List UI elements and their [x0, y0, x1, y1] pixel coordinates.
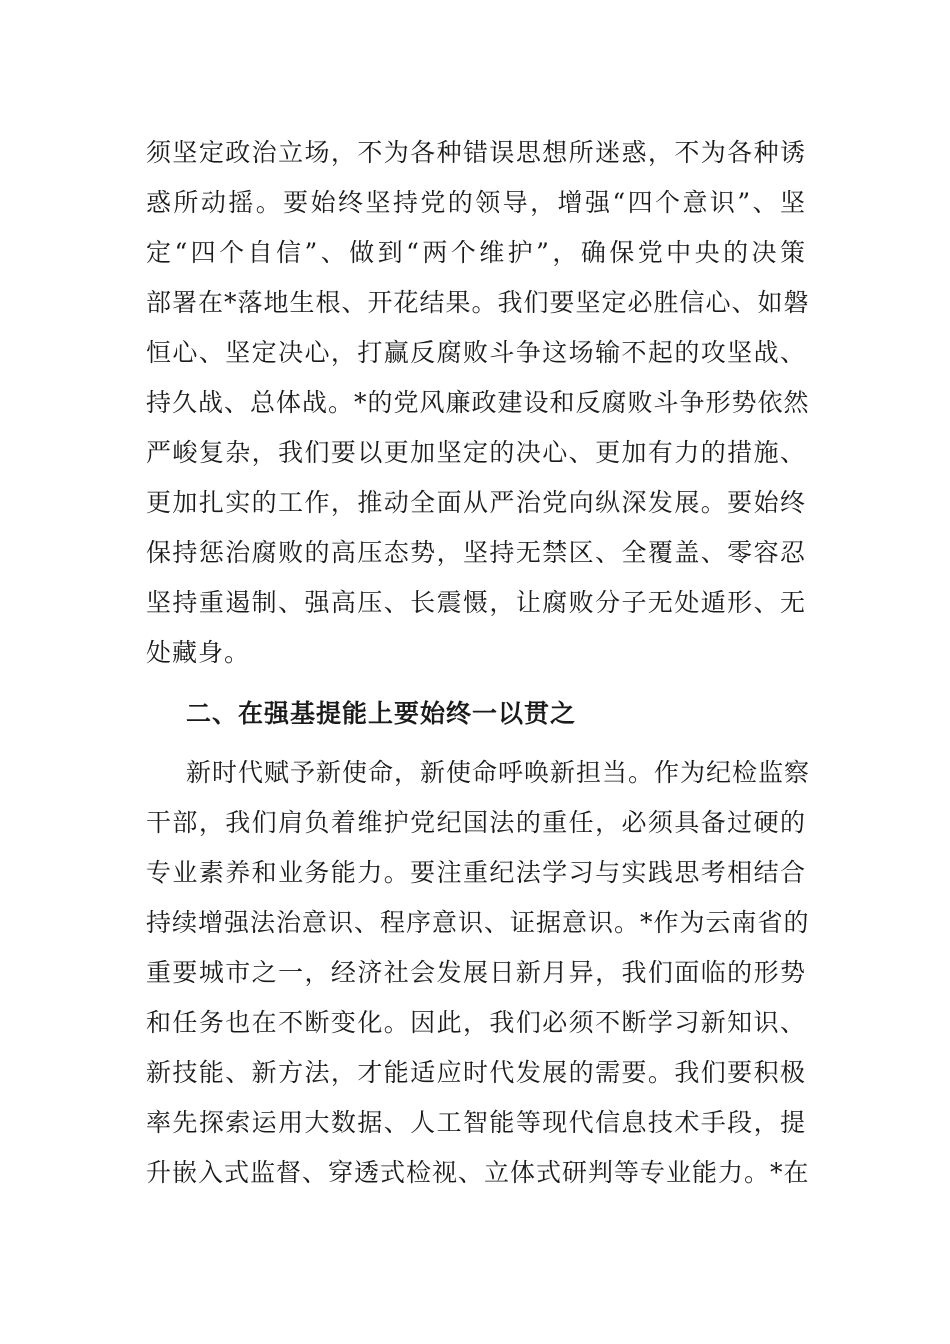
section-heading-2: 二、在强基提能上要始终一以贯之 — [186, 699, 577, 728]
paragraph-2-line-8: 率先探索运用大数据、人工智能等现代信息技术手段，提 — [146, 1108, 806, 1137]
paragraph-2-line-3: 专业素养和业务能力。要注重纪法学习与实践思考相结合 — [146, 858, 806, 887]
paragraph-2-line-7: 新技能、新方法，才能适应时代发展的需要。我们要积极 — [146, 1058, 806, 1087]
paragraph-2 — [146, 748, 811, 1198]
paragraph-1-line-1: 须坚定政治立场，不为各种错误思想所迷惑，不为各种诱 — [146, 138, 806, 167]
paragraph-1-line-2: 惑所动摇。要始终坚持党的领导，增强“四个意识”、坚 — [146, 188, 806, 217]
paragraph-1-line-8: 更加扎实的工作，推动全面从严治党向纵深发展。要始终 — [146, 488, 806, 517]
paragraph-1-line-10: 坚持重遏制、强高压、长震慑，让腐败分子无处遁形、无 — [146, 588, 806, 617]
paragraph-1-line-9: 保持惩治腐败的高压态势，坚持无禁区、全覆盖、零容忍 — [146, 538, 806, 567]
paragraph-1-line-11: 处藏身。 — [146, 638, 251, 667]
paragraph-2-line-6: 和任务也在不断变化。因此，我们必须不断学习新知识、 — [146, 1008, 806, 1037]
paragraph-2-line-1: 新时代赋予新使命，新使命呼唤新担当。作为纪检监察 — [186, 758, 811, 787]
paragraph-1 — [146, 128, 810, 678]
paragraph-1-line-4: 部署在*落地生根、开花结果。我们要坚定必胜信心、如磐 — [146, 288, 810, 317]
paragraph-1-line-6: 持久战、总体战。*的党风廉政建设和反腐败斗争形势依然 — [146, 388, 810, 417]
paragraph-1-line-5: 恒心、坚定决心，打赢反腐败斗争这场输不起的攻坚战、 — [146, 338, 806, 367]
paragraph-2-line-5: 重要城市之一，经济社会发展日新月异，我们面临的形势 — [146, 958, 806, 987]
paragraph-2-line-4: 持续增强法治意识、程序意识、证据意识。*作为云南省的 — [146, 908, 810, 937]
paragraph-1-line-7: 严峻复杂，我们要以更加坚定的决心、更加有力的措施、 — [146, 438, 806, 467]
paragraph-2-line-2: 干部，我们肩负着维护党纪国法的重任，必须具备过硬的 — [146, 808, 806, 837]
paragraph-2-line-9: 升嵌入式监督、穿透式检视、立体式研判等专业能力。*在 — [146, 1158, 810, 1187]
paragraph-1-line-3: 定“四个自信”、做到“两个维护”，确保党中央的决策 — [146, 238, 806, 267]
